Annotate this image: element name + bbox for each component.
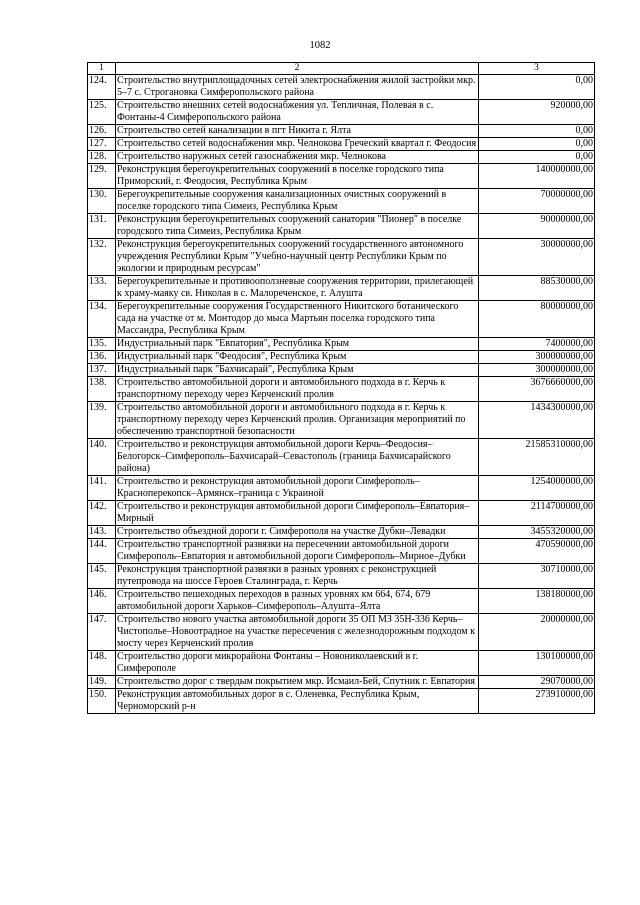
- table-row: [88, 476, 595, 501]
- table-row: [88, 689, 595, 714]
- row-amount: 90000000,00: [479, 214, 595, 239]
- table-row: [88, 439, 595, 476]
- row-amount: 130100000,00: [479, 651, 595, 676]
- registry-table: [87, 62, 595, 714]
- row-number: 135.: [88, 338, 116, 351]
- row-number: 141.: [88, 476, 116, 501]
- row-amount: 80000000,00: [479, 301, 595, 338]
- row-number: 130.: [88, 189, 116, 214]
- row-amount: 0,00: [479, 138, 595, 151]
- row-name: Берегоукрепительные сооружения канализационных очистных сооружений в поселке городского типа Симеиз, Республика Крым: [116, 189, 479, 214]
- table-row: [88, 151, 595, 164]
- row-number: 149.: [88, 676, 116, 689]
- row-amount: 273910000,00: [479, 689, 595, 714]
- row-amount: 21585310000,00: [479, 439, 595, 476]
- table-row: [88, 526, 595, 539]
- row-name: Строительство внешних сетей водоснабжения ул. Тепличная, Полевая в с. Фонтаны-4 Симферопольского района: [116, 100, 479, 125]
- table-row: [88, 239, 595, 276]
- row-name: Строительство наружных сетей газоснабжения мкр. Челнокова: [116, 151, 479, 164]
- table-row: [88, 138, 595, 151]
- row-number: 147.: [88, 614, 116, 651]
- row-amount: 70000000,00: [479, 189, 595, 214]
- row-name: Строительство объездной дороги г. Симферополя на участке Дубки–Левадки: [116, 526, 479, 539]
- row-number: 139.: [88, 402, 116, 439]
- table-row: [88, 276, 595, 301]
- row-name: Строительство сетей водоснабжения мкр. Челнокова Греческий квартал г. Феодосия: [116, 138, 479, 151]
- row-number: 146.: [88, 589, 116, 614]
- row-amount: 140000000,00: [479, 164, 595, 189]
- row-name: Берегоукрепительные и противооползневые сооружения территории, прилегающей к храму-маяку св. Николая в с. Малореченское, г. Алушта: [116, 276, 479, 301]
- row-amount: 0,00: [479, 125, 595, 138]
- row-number: 140.: [88, 439, 116, 476]
- table-row: [88, 214, 595, 239]
- row-name: Строительство пешеходных переходов в разных уровнях км 664, 674, 679 автомобильной дороги Харьков–Симферополь–Алушта–Ялта: [116, 589, 479, 614]
- row-amount: 470590000,00: [479, 539, 595, 564]
- table-row: [88, 614, 595, 651]
- row-number: 148.: [88, 651, 116, 676]
- row-amount: 300000000,00: [479, 351, 595, 364]
- row-amount: 0,00: [479, 151, 595, 164]
- table-row: [88, 100, 595, 125]
- table-row: [88, 364, 595, 377]
- row-amount: 2114700000,00: [479, 501, 595, 526]
- row-name: Строительство транспортной развязки на пересечении автомобильной дороги Симферополь–Евпатория и автомобильной дороги Симферополь–Мирное–Дубки: [116, 539, 479, 564]
- row-name: Строительство и реконструкция автомобильной дороги Симферополь–Красноперекопск–Армянск–граница с Украиной: [116, 476, 479, 501]
- row-amount: 3676660000,00: [479, 377, 595, 402]
- table-row: [88, 564, 595, 589]
- column-header-amount: 3: [479, 63, 595, 75]
- page-number: 1082: [309, 40, 331, 51]
- row-number: 150.: [88, 689, 116, 714]
- row-number: 142.: [88, 501, 116, 526]
- table-row: [88, 338, 595, 351]
- row-number: 127.: [88, 138, 116, 151]
- row-amount: 1434300000,00: [479, 402, 595, 439]
- row-name: Индустриальный парк "Бахчисарай", Республика Крым: [116, 364, 479, 377]
- table-row: [88, 377, 595, 402]
- row-amount: 7400000,00: [479, 338, 595, 351]
- row-amount: 88530000,00: [479, 276, 595, 301]
- table-row: [88, 402, 595, 439]
- row-name: Строительство автомобильной дороги и автомобильного подхода в г. Керчь к транспортному переходу через Керченский пролив. Организация мероприятий по обеспечению транспортной безопасности: [116, 402, 479, 439]
- row-name: Реконструкция берегоукрепительных сооружений государственного автономного учреждения Республики Крым "Учебно-научный центр Республики Крым по экологии и природным ресурсам": [116, 239, 479, 276]
- row-amount: 20000000,00: [479, 614, 595, 651]
- table-row: [88, 125, 595, 138]
- row-name: Строительство и реконструкция автомобильной дороги Симферополь–Евпатория–Мирный: [116, 501, 479, 526]
- row-amount: 30000000,00: [479, 239, 595, 276]
- row-name: Строительство внутриплощадочных сетей электроснабжения жилой застройки мкр. 5–7 с. Строгановка Симферопольского района: [116, 75, 479, 100]
- row-number: 125.: [88, 100, 116, 125]
- row-amount: 30710000,00: [479, 564, 595, 589]
- table-row: [88, 501, 595, 526]
- row-number: 136.: [88, 351, 116, 364]
- row-amount: 138180000,00: [479, 589, 595, 614]
- table-row: [88, 75, 595, 100]
- row-name: Реконструкция берегоукрепительных сооружений в поселке городского типа Приморский, г. Феодосия, Республика Крым: [116, 164, 479, 189]
- table-row: [88, 589, 595, 614]
- row-number: 134.: [88, 301, 116, 338]
- row-name: Строительство дороги микрорайона Фонтаны – Новониколаевский в г. Симферополе: [116, 651, 479, 676]
- column-header-name: 2: [116, 63, 479, 75]
- row-number: 129.: [88, 164, 116, 189]
- row-name: Строительство автомобильной дороги и автомобильного подхода в г. Керчь к транспортному переходу через Керченский пролив: [116, 377, 479, 402]
- row-number: 138.: [88, 377, 116, 402]
- row-name: Индустриальный парк "Феодосия", Республика Крым: [116, 351, 479, 364]
- row-number: 143.: [88, 526, 116, 539]
- row-name: Строительство дорог с твердым покрытием мкр. Исмаил-Бей, Спутник г. Евпатория: [116, 676, 479, 689]
- row-amount: 0,00: [479, 75, 595, 100]
- row-number: 133.: [88, 276, 116, 301]
- row-number: 144.: [88, 539, 116, 564]
- row-number: 137.: [88, 364, 116, 377]
- row-number: 132.: [88, 239, 116, 276]
- row-amount: 3455320000,00: [479, 526, 595, 539]
- row-name: Строительство сетей канализации в пгт Никита г. Ялта: [116, 125, 479, 138]
- row-amount: 300000000,00: [479, 364, 595, 377]
- table-row: [88, 539, 595, 564]
- row-name: Индустриальный парк "Евпатория", Республика Крым: [116, 338, 479, 351]
- row-name: Строительство и реконструкция автомобильной дороги Керчь–Феодосия–Белогорск–Симферополь–Бахчисарай–Севастополь (граница Бахчисарайского района): [116, 439, 479, 476]
- table-row: [88, 189, 595, 214]
- table-row: [88, 301, 595, 338]
- row-number: 131.: [88, 214, 116, 239]
- row-name: Реконструкция транспортной развязки в разных уровнях с реконструкцией путепровода на шоссе Героев Сталинграда, г. Керчь: [116, 564, 479, 589]
- table-row: [88, 351, 595, 364]
- row-name: Реконструкция берегоукрепительных сооружений санатория "Пионер" в поселке городского типа Симеиз, Республика Крым: [116, 214, 479, 239]
- row-amount: 29070000,00: [479, 676, 595, 689]
- row-name: Берегоукрепительные сооружения Государственного Никитского ботанического сада на участке от м. Монтодор до мыса Мартьян поселка городского типа Массандра, Республика Крым: [116, 301, 479, 338]
- row-amount: 1254000000,00: [479, 476, 595, 501]
- table-row: [88, 676, 595, 689]
- table-row: [88, 164, 595, 189]
- row-amount: 920000,00: [479, 100, 595, 125]
- row-name: Строительство нового участка автомобильной дороги 35 ОП МЗ 35Н-336 Керчь–Чистополье–Новоотрадное на участке пересечения с железнодорожным подходом к мосту через Керченский пролив: [116, 614, 479, 651]
- table-row: [88, 651, 595, 676]
- header-row: [88, 63, 595, 75]
- row-name: Реконструкция автомобильных дорог в с. Оленевка, Республика Крым, Черноморский р-н: [116, 689, 479, 714]
- column-header-number: 1: [88, 63, 116, 75]
- row-number: 145.: [88, 564, 116, 589]
- row-number: 126.: [88, 125, 116, 138]
- row-number: 128.: [88, 151, 116, 164]
- row-number: 124.: [88, 75, 116, 100]
